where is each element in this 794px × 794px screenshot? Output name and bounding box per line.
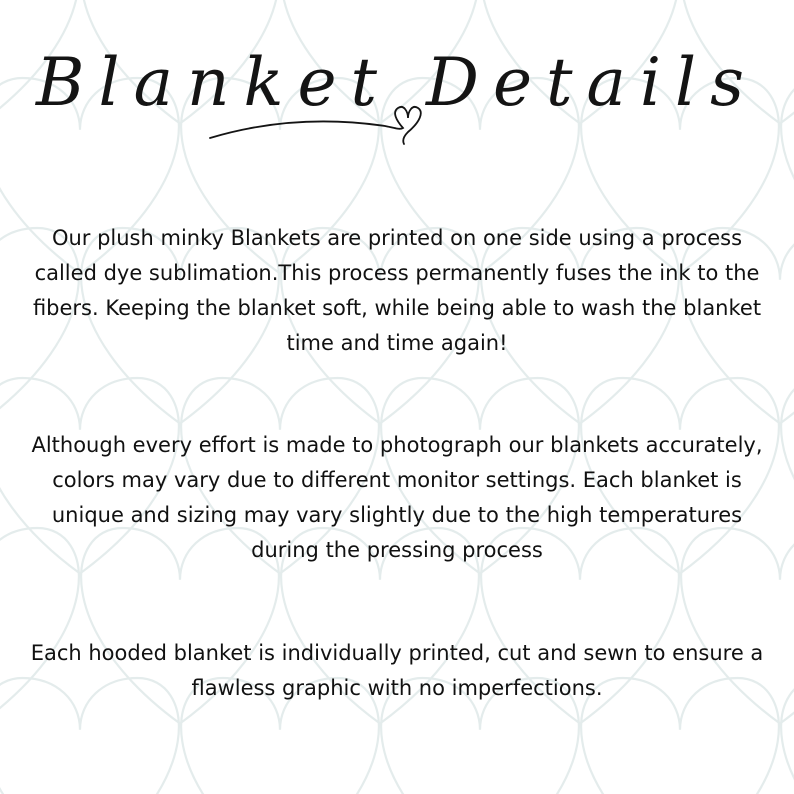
paragraph-printing-process: Our plush minky Blankets are printed on one side using a process called dye sublimation.This process permanently fuses the ink to the fibers. Keeping the blanket soft, while being able to wash the blanket time and time again! xyxy=(32,226,762,355)
paragraph-color-disclaimer: Although every effort is made to photograph our blankets accurately, colors may vary due to different monitor settings. Each blanket is unique and sizing may vary slightly due to the high temperatures during the pressing process xyxy=(31,433,763,562)
paragraph-hooded-blanket: Each hooded blanket is individually printed, cut and sewn to ensure a flawless graphic with no imperfections. xyxy=(30,641,764,700)
heart-flourish-icon xyxy=(0,28,794,168)
page-title: Blanket Details xyxy=(36,44,758,121)
heart-outline-icon xyxy=(781,378,794,574)
heart-outline-icon xyxy=(781,678,794,794)
title-block xyxy=(0,28,794,158)
